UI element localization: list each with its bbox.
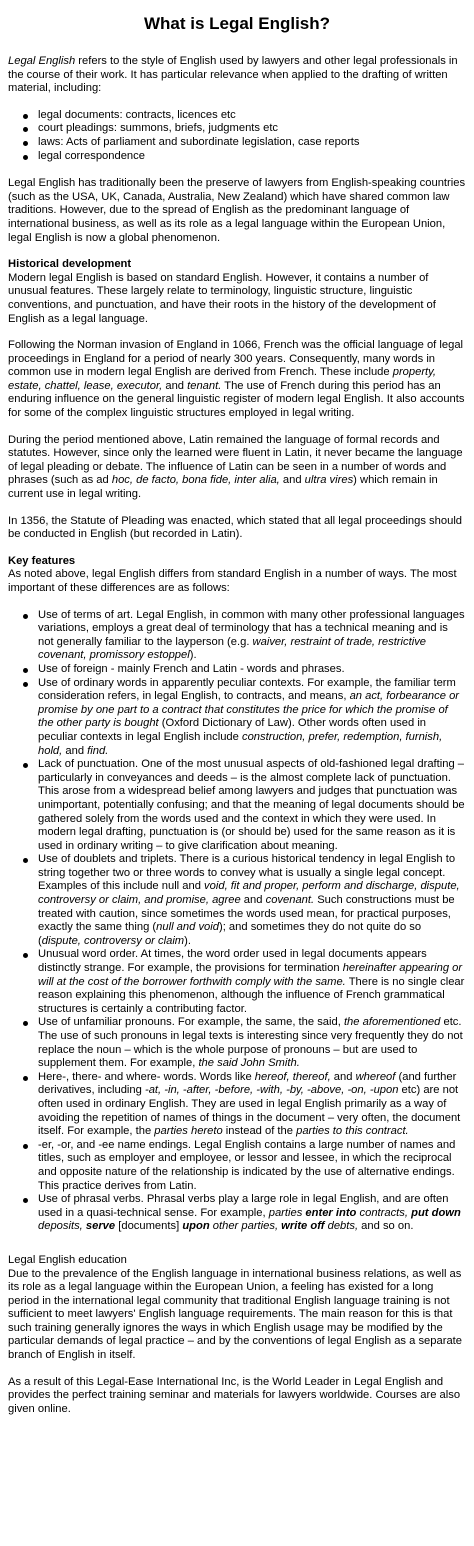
list-item: -er, -or, and -ee name endings. Legal English contains a large number of names and titles, such as employer and employee, or lessor and lessee, in which the reciprocal and opposite nature of the relationship is indicated by the use of alternative endings. This practice derives from Latin. (38, 1139, 466, 1193)
historical-paragraph-french: Following the Norman invasion of England in 1066, French was the official language of legal proceedings in England for a period of nearly 300 years. Consequently, many words in common use in modern legal English are derived from French. These include property, estate, chattel, lease, executor, and tenant. The use of French during this period has an enduring influence on the general linguistic register of modern legal English. It also accounts for some of the complex linguistic structures employed in legal writing. (8, 339, 465, 420)
page-title: What is Legal English? (143, 14, 331, 33)
key-features-list (8, 609, 466, 1234)
education-paragraph-2: As a result of this Legal-Ease International Inc, is the World Leader in Legal English and provides the perfect training seminar and materials for lawyers worldwide. Courses are also given online. (8, 1375, 461, 1415)
list-item: Lack of punctuation. One of the most unusual aspects of old-fashioned legal drafting – particularly in conveyances and deeds – is the almost complete lack of punctuation. This arose from a widespread belief among lawyers and judges that punctuation was unimportant, potentially confusing; and that the meaning of legal documents should be gathered solely from the words used and the context in which they were used. In modern legal drafting, punctuation is (or should be) used for the same reason as it is used in ordinary writing – to give clarification about meaning. (38, 758, 465, 852)
term-legal-english: Legal English (8, 55, 76, 67)
historical-paragraph-statute: In 1356, the Statute of Pleading was enacted, which stated that all legal proceedings should be conducted in English (but recorded in Latin). (8, 514, 463, 541)
historical-section: Historical development Modern legal English is based on standard English. However, it contains a number of unusual features. These largely relate to terminology, linguistic structure, linguistic conventions, and punctuation, and have their roots in the history of the development of English as a legal language. (8, 258, 436, 325)
list-item: Here-, there- and where- words. Words like hereof, thereof, and whereof (and further derivatives, including -at, -in, -after, -before, -with, -by, -above, -on, -upon etc) are not often used in ordinary English. They are used in legal English primarily as a way of avoiding the repetition of names of things in the document – very often, the document itself. For example, the parties hereto instead of the parties to this contract. (38, 1071, 466, 1139)
list-item: laws: Acts of parliament and subordinate legislation, case reports (38, 136, 466, 150)
list-item: Use of foreign - mainly French and Latin - words and phrases. (38, 663, 466, 677)
list-item: Use of unfamiliar pronouns. For example, the same, the said, the aforementioned etc. The use of such pronouns in legal texts is interesting since very frequently they do not replace the noun – which is the whole purpose of pronouns – but are used to supplement them. For example, the said John Smith. (38, 1016, 466, 1070)
intro-list (8, 109, 466, 163)
list-item: Unusual word order. At times, the word order used in legal documents appears distinctly strange. For example, the provisions for termination hereinafter appearing or will at the cost of the borrower forthwith comply with the same. There is no single clear reason explaining this phenomenon, although the influence of French grammatical structures is certainly a contributing factor. (38, 948, 465, 1015)
list-item: Use of ordinary words in apparently peculiar contexts. For example, the familiar term consideration refers, in legal English, to contracts, and means, an act, forbearance or promise by one part to a contract that constitutes the price for which the promise of the other party is bought (Oxford Dictionary of Law). Other words often used in peculiar contexts in legal English include construction, prefer, redemption, furnish, hold, and find. (38, 677, 466, 759)
section-heading-education: Legal English education (8, 1253, 127, 1266)
education-section: Legal English education Due to the prevalence of the English language in international business relations, as well as its role as a legal language within the European Union, a feeling has existed for a long period in the international legal community that traditional English language training is not sufficient to meet lawyers' English language requirements. The main reason for this is that such training generally ignores the ways in which English usage may be modified by the particular demands of legal practice – and by the conventions of legal English as a separate branch of English in itself. (8, 1253, 462, 1362)
section-heading-historical: Historical development (8, 258, 132, 271)
key-features-section: Key features As noted above, legal English differs from standard English in a number of ways. The most important of these differences are as follows: (8, 554, 457, 594)
intro-paragraph-2: Legal English has traditionally been the preserve of lawyers from English-speaking countries (such as the USA, UK, Canada, Australia, New Zealand) which have shared common law traditions. However, due to the spread of English as the predominant language of international business, as well as its role as a legal language within the European Union, legal English is now a global phenomenon. (8, 177, 466, 244)
list-item: court pleadings: summons, briefs, judgments etc (38, 122, 466, 136)
list-item: legal documents: contracts, licences etc (38, 109, 466, 123)
historical-paragraph-latin: During the period mentioned above, Latin remained the language of formal records and statutes. However, since only the learned were fluent in Latin, it never became the language of legal pleading or debate. The influence of Latin can be seen in a number of words and phrases (such as ad hoc, de facto, bona fide, inter alia, and ultra vires) which remain in current use in legal writing. (8, 433, 463, 501)
list-item: Use of doublets and triplets. There is a curious historical tendency in legal English to string together two or three words to convey what is usually a single legal concept. Examples of this include null and void, fit and proper, perform and discharge, dispute, controversy or claim, and promise, agree and covenant. Such constructions must be treated with caution, since sometimes the words used mean, for practical purposes, exactly the same thing (null and void); and sometimes they do not quite do so (dispute, controversy or claim). (38, 853, 466, 948)
list-item: Use of terms of art. Legal English, in common with many other professional languages variations, employs a great deal of terminology that has a technical meaning and is not generally familiar to the layperson (e.g. waiver, restraint of trade, restrictive covenant, promissory estoppel). (38, 608, 465, 662)
intro-paragraph: Legal English refers to the style of English used by lawyers and other legal professionals in the course of their work. It has particular relevance when applied to the drafting of written material, including: (8, 55, 458, 95)
section-heading-key-features: Key features (8, 554, 76, 567)
list-item: legal correspondence (38, 150, 466, 164)
list-item: Use of phrasal verbs. Phrasal verbs play a large role in legal English, and are often used in a quasi-technical sense. For example, parties enter into contracts, put down deposits, serve [documents] upon other parties, write off debts, and so on. (38, 1193, 466, 1234)
